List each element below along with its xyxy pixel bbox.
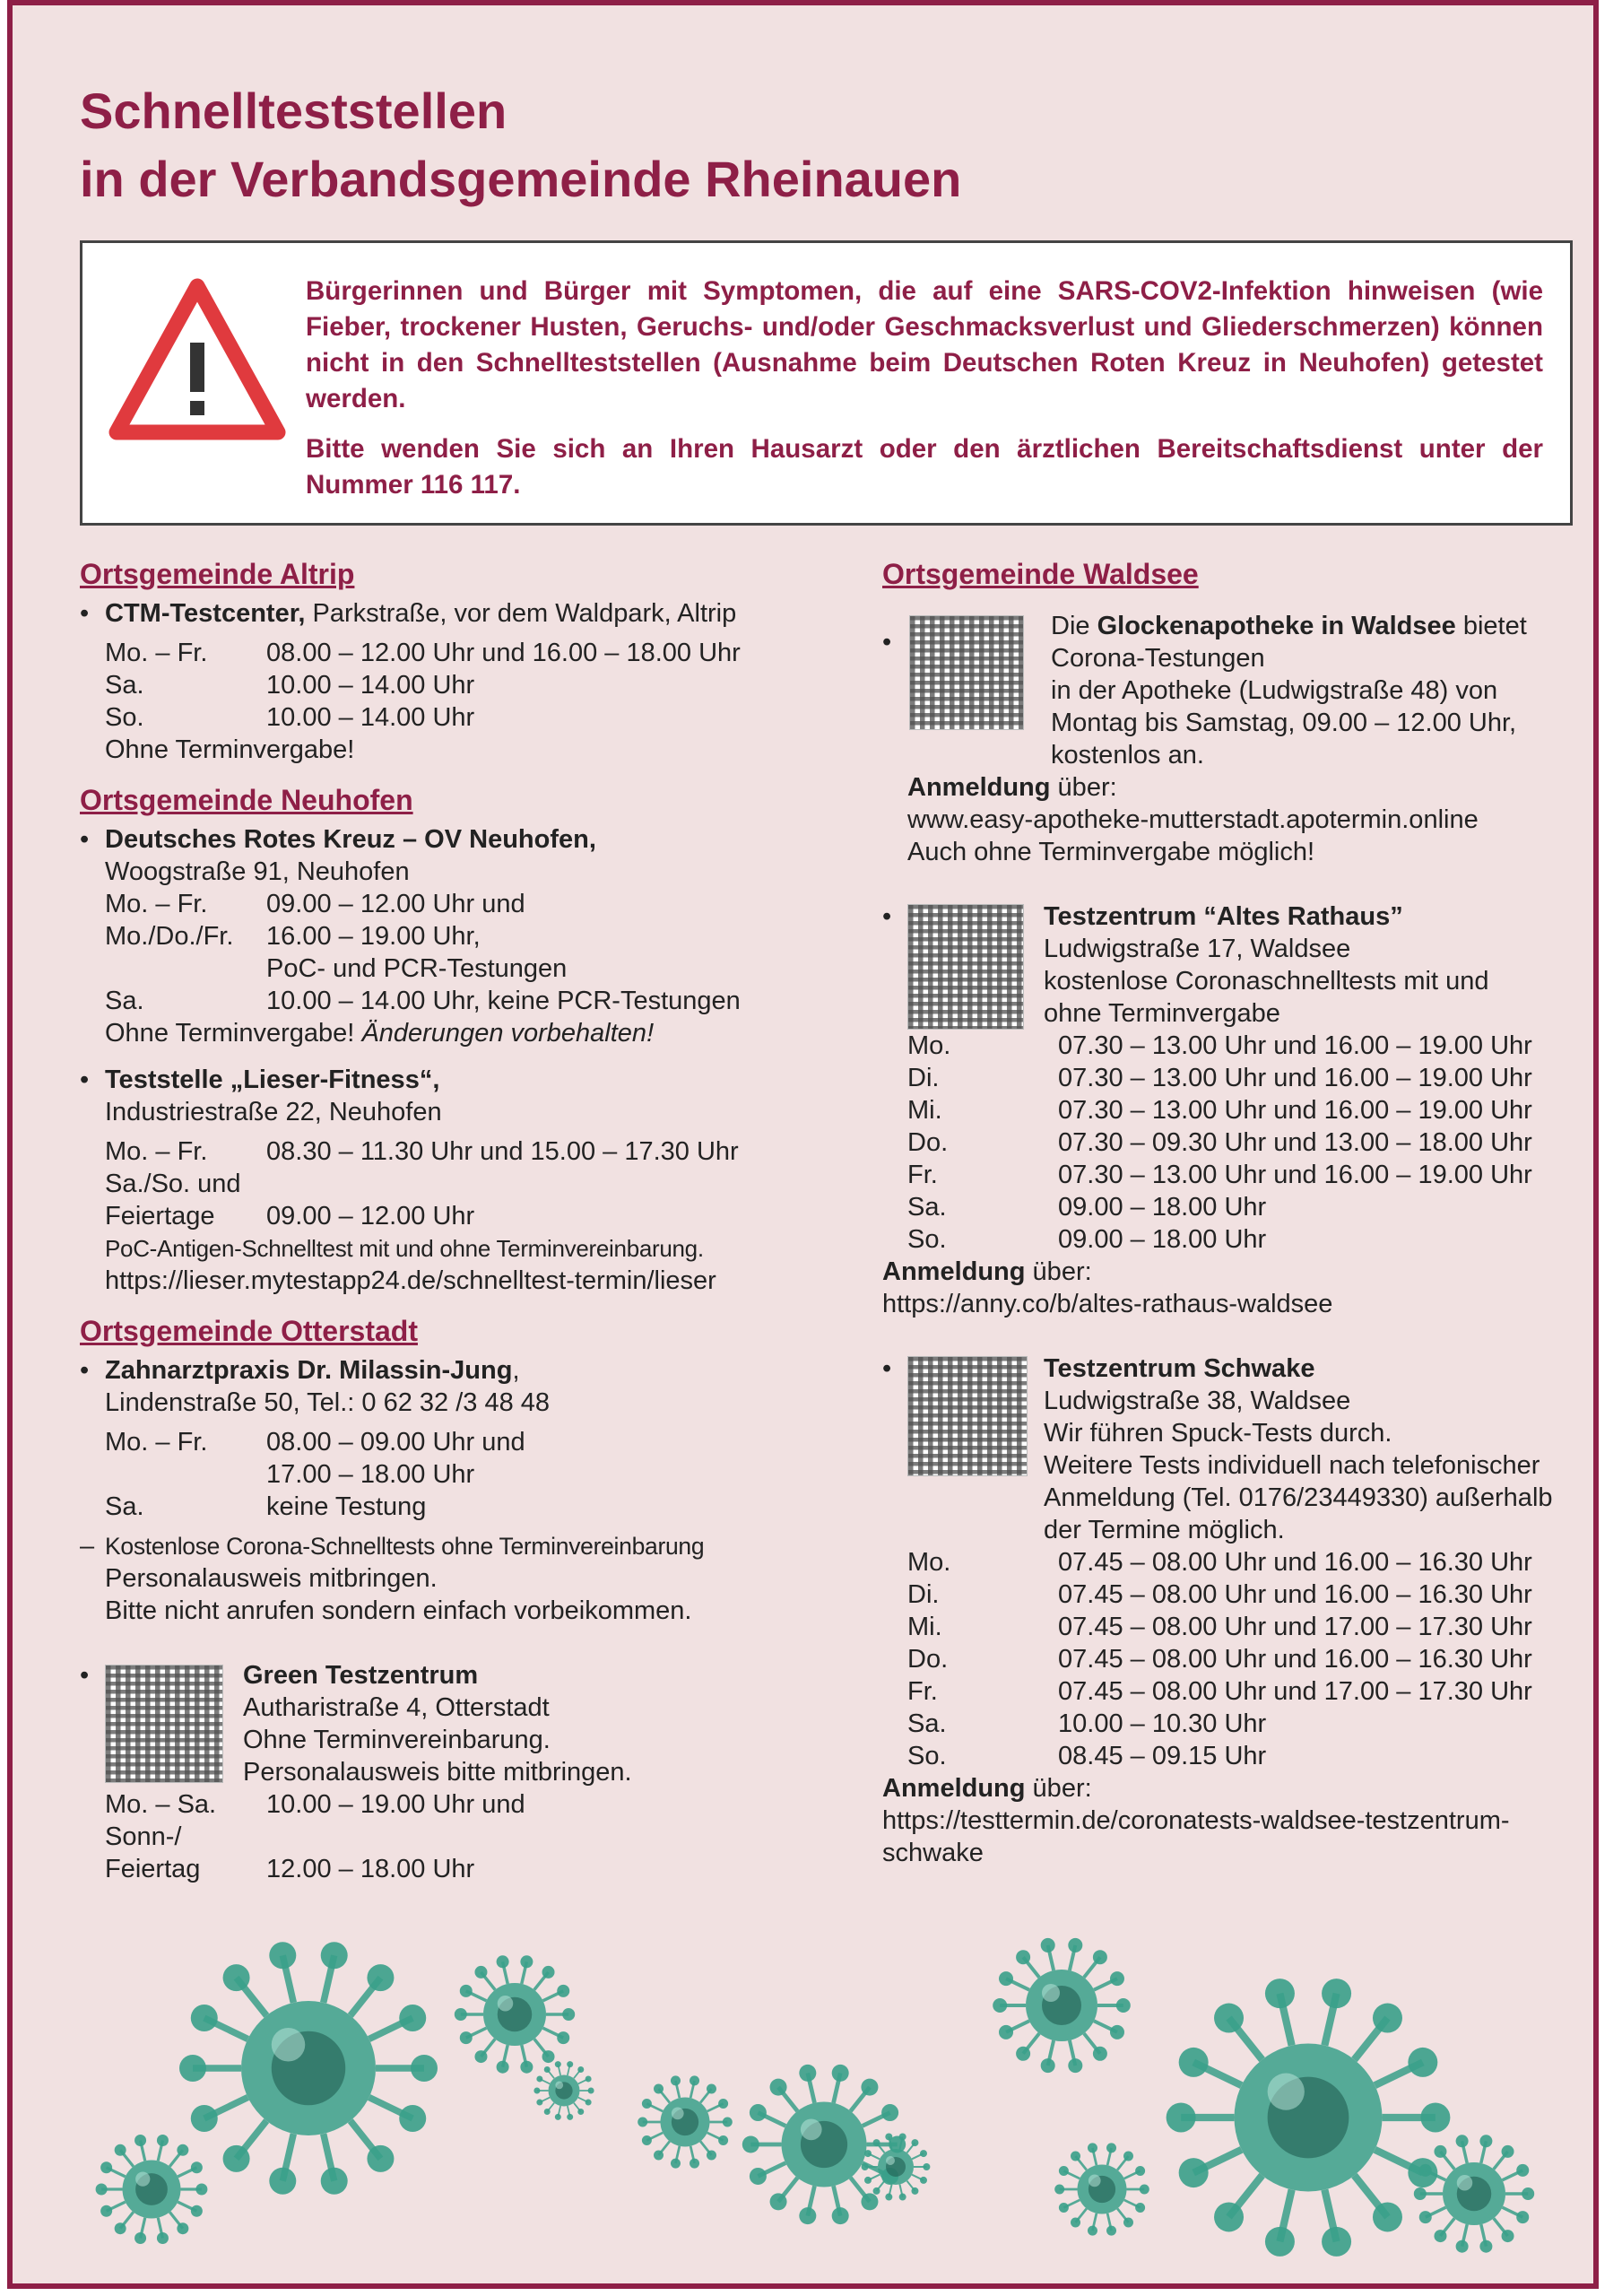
qr-code-icon (909, 615, 1024, 730)
virus-icon (93, 2131, 210, 2248)
neuhofen-lieser-entry: • Teststelle „Lieser-Fitness“, Industriestraße 22, Neuhofen Mo. – Fr. 08.30 – 11.30 Uhr und 15.00 – 17.30 Uhr Sa./So. und Feiertage 09.00 – 12.00 Uhr PoC-Antigen-Schnelltest mit und ohne Terminvereinbarung. https://lieser.mytestapp24.de/schnelltest-termin/lieser (80, 1064, 869, 1297)
bullet-icon: • (80, 1065, 90, 1094)
hours-row: Mo./Do./Fr. 16.00 – 19.00 Uhr, (105, 922, 481, 951)
warning-text (306, 274, 1543, 517)
hours-row: Do. 07.45 – 08.00 Uhr und 16.00 – 16.30 Uhr (907, 1645, 1532, 1674)
virus-icon (990, 1934, 1133, 2077)
hours-row: Mi. 07.45 – 08.00 Uhr und 17.00 – 17.30 Uhr (907, 1613, 1532, 1641)
hours-row: Sa. 10.00 – 14.00 Uhr (105, 671, 475, 700)
hours-row: Fr. 07.45 – 08.00 Uhr und 17.00 – 17.30 Uhr (907, 1677, 1532, 1706)
entry-name: Green Testzentrum (243, 1661, 479, 1690)
heading-altrip: Ortsgemeinde Altrip (80, 558, 355, 590)
entry-name: Deutsches Rotes Kreuz – OV Neuhofen, (105, 825, 596, 854)
entry-address: Parkstraße, vor dem Waldpark, Altrip (305, 599, 737, 628)
warning-box (80, 240, 1573, 526)
heading-otterstadt: Ortsgemeinde Otterstadt (80, 1315, 418, 1347)
bullet-icon: • (882, 628, 892, 657)
heading-neuhofen: Ortsgemeinde Neuhofen (80, 784, 413, 816)
booking-link[interactable]: www.easy-apotheke-mutterstadt.apotermin.online (907, 805, 1479, 834)
waldsee-schwake-entry: • Testzentrum Schwake Ludwigstraße 38, Waldsee Wir führen Spuck-Tests durch. Weitere Tests individuell nach telefonischer Anmeldung (Tel. 0176/23449330) außerhalb der Termine möglich. Mo. 07.45 – 08.00 Uhr und 16.00 – 16.30 Uhr Di. 07.45 – 08.00 Uhr und 16.00 – 16.30 Uhr Mi. 07.45 – 08.00 Uhr und 17.00 – 17.30 Uhr Do. 07.45 – 08.00 Uhr und 16.00 – 16.30 Uhr Fr. 07.45 – 08.00 Uhr und 17.00 – 17.30 Uhr Sa. 10.00 – 10.30 Uhr So. 08.45 – 09.15 Uhr (882, 1352, 1573, 1772)
qr-code-icon (105, 1665, 223, 1783)
booking-link[interactable]: https://lieser.mytestapp24.de/schnelltest-termin/lieser (105, 1266, 716, 1295)
entry-name: Testzentrum Schwake (1044, 1354, 1315, 1383)
warning-triangle-icon (108, 275, 287, 446)
virus-icon (860, 2131, 932, 2203)
hours-row: Sa. 09.00 – 18.00 Uhr (907, 1193, 1267, 1222)
heading-waldsee: Ortsgemeinde Waldsee (882, 558, 1199, 590)
entry-name: Zahnarztpraxis Dr. Milassin-Jung (105, 1356, 513, 1385)
hours-row: Di. 07.30 – 13.00 Uhr und 16.00 – 19.00 Uhr (907, 1064, 1532, 1092)
hours-row: Mo. 07.45 – 08.00 Uhr und 16.00 – 16.30 Uhr (907, 1548, 1532, 1577)
virus-icon (1053, 2140, 1151, 2239)
virus-icon (533, 2059, 595, 2122)
hours-row: So. 08.45 – 09.15 Uhr (907, 1742, 1267, 1770)
virus-icon (636, 2073, 734, 2171)
right-column: Ortsgemeinde Waldsee • Die Glockenapotheke in Waldsee bietet Corona-Testungen in der Apotheke (Ludwigstraße 48) von Montag bis Samstag, 09.00 – 12.00 Uhr, kostenlos an. Anmeldung über: www.easy-apotheke-mutterstadt.apotermin.online Auch ohne Terminvergabe möglich! • Testzentrum “Altes Rathaus” Ludwigstraße 17, Waldsee kostenlose Coronaschnelltests mit und ohne Terminvergabe Mo. 07.30 – 13.00 Uhr und 16.00 – 19.00 Uhr Di. 07.30 – 13.00 Uhr und 16.00 – 19.00 Uhr Mi. 07.30 – 13.00 Uhr und 16.00 – 19.00 Uhr Do. 07.30 – 09.30 Uhr und 13.00 – 18.00 Uhr Fr. 07.30 – 13.00 Uhr und 16.00 – 19.00 Uhr Sa. 09.00 – 18.00 Uhr So. 09.00 – 18.00 Uhr Anmeldung über: https://anny.co/b/altes-rathaus-waldsee • Testzentrum Schwake Ludwigstraße 38, Waldsee Wir führen Spuck-Tests durch. Weitere Tests individuell nach telefonischer Anmeldung (Tel. 0176/23449330) außerhalb der Termine möglich. Mo. 07.45 – 08.00 Uhr und 16.00 – 16.30 Uhr Di. 07.45 – 08.00 Uhr und 16.00 – 16.30 Uhr Mi. 07.45 – 08.00 Uhr und 17.00 – 17.30 Uhr Do. 07.45 – 08.00 Uhr und 16.00 – 16.30 Uhr Fr. 07.45 – 08.00 Uhr und 17.00 – 17.30 Uhr Sa. 10.00 – 10.30 Uhr So. 08.45 – 09.15 Uhr Anmeldung über: https://testtermin.de/coronatests-waldsee-testzentrum- schwake (882, 554, 1573, 1869)
warning-paragraph-2: Bitte wenden Sie sich an Ihren Hausarzt oder den ärztlichen Bereitschaftsdienst unter der Nummer 116 117. (306, 434, 1543, 500)
entry-name: Teststelle „Lieser-Fitness“, (105, 1065, 440, 1094)
qr-code-icon (907, 904, 1024, 1030)
dash-icon: – (80, 1532, 95, 1561)
page-title: Schnellteststellen in der Verbandsgemeinde Rheinauen (80, 83, 962, 207)
entry-note: Ohne Terminvergabe! (105, 735, 355, 764)
altrip-ctm-entry (80, 597, 869, 766)
hours-row: Sa. keine Testung (105, 1492, 427, 1521)
virus-icon (174, 1934, 443, 2203)
waldsee-rathaus-entry: • Testzentrum “Altes Rathaus” Ludwigstraße 17, Waldsee kostenlose Coronaschnelltests mit und ohne Terminvergabe Mo. 07.30 – 13.00 Uhr und 16.00 – 19.00 Uhr Di. 07.30 – 13.00 Uhr und 16.00 – 19.00 Uhr Mi. 07.30 – 13.00 Uhr und 16.00 – 19.00 Uhr Do. 07.30 – 09.30 Uhr und 13.00 – 18.00 Uhr Fr. 07.30 – 13.00 Uhr und 16.00 – 19.00 Uhr Sa. 09.00 – 18.00 Uhr So. 09.00 – 18.00 Uhr (882, 900, 1573, 1256)
warning-paragraph-1: Bürgerinnen und Bürger mit Symptomen, die auf eine SARS-COV2-Infektion hinweisen (wie Fieber, trockener Husten, Geruchs- und/oder Geschmacksverlust und Gliederschmerzen) können nicht in den Schnellteststellen (Ausnahme beim Deutschen Roten Kreuz in Neuhofen) getestet werden. (306, 276, 1543, 413)
hours-row: Mo. – Fr. 08.00 – 09.00 Uhr und (105, 1428, 525, 1457)
hours-row: Feiertage 09.00 – 12.00 Uhr (105, 1202, 475, 1231)
hours-row: So. 09.00 – 18.00 Uhr (907, 1225, 1267, 1254)
entry-name: CTM-Testcenter, (105, 599, 306, 628)
entry-address: Industriestraße 22, Neuhofen (105, 1098, 442, 1126)
hours-row: Sa. 10.00 – 10.30 Uhr (907, 1709, 1267, 1738)
hours-row: Feiertag 12.00 – 18.00 Uhr (105, 1855, 475, 1883)
hours-row: Mo. – Fr. 09.00 – 12.00 Uhr und (105, 890, 525, 918)
entry-address: Ludwigstraße 17, Waldsee (1044, 935, 1351, 963)
flyer-page (7, 0, 1599, 2289)
hours-row: Mo. 07.30 – 13.00 Uhr und 16.00 – 19.00 Uhr (907, 1031, 1532, 1060)
hours-row: Mo. – Sa. 10.00 – 19.00 Uhr und (105, 1790, 525, 1819)
hours-row: Di. 07.45 – 08.00 Uhr und 16.00 – 16.30 Uhr (907, 1580, 1532, 1609)
hours-row: Mo. – Fr. 08.00 – 12.00 Uhr und 16.00 – 18.00 Uhr (105, 639, 741, 667)
bullet-icon: • (80, 599, 90, 628)
entry-name: Testzentrum “Altes Rathaus” (1044, 902, 1403, 931)
booking-link[interactable]: https://testtermin.de/coronatests-waldsee-testzentrum- schwake (882, 1806, 1510, 1867)
otterstadt-note-entry: – Kostenlose Corona-Schnelltests ohne Terminvereinbarung Personalausweis mitbringen. Bitte nicht anrufen sondern einfach vorbeikommen. (80, 1532, 705, 1625)
entry-address: Lindenstraße 50, Tel.: 0 62 32 /3 48 48 (105, 1388, 551, 1417)
otterstadt-green-entry: • Green Testzentrum Autharistraße 4, Otterstadt Ohne Terminvereinbarung. Personalausweis bitte mitbringen. Mo. – Sa. 10.00 – 19.00 Uhr und Sonn-/ Feiertag 12.00 – 18.00 Uhr (80, 1659, 869, 1885)
booking-link[interactable]: https://anny.co/b/altes-rathaus-waldsee (882, 1290, 1333, 1318)
entry-note: Ohne Terminvergabe! Änderungen vorbehalten! (105, 1019, 655, 1048)
entry-name: Glockenapotheke in Waldsee (1097, 612, 1456, 640)
hours-row: Mo. – Fr. 08.30 – 11.30 Uhr und 15.00 – 17.30 Uhr (105, 1137, 739, 1166)
qr-code-icon (907, 1356, 1028, 1476)
hours-row: Mi. 07.30 – 13.00 Uhr und 16.00 – 19.00 Uhr (907, 1096, 1532, 1125)
otterstadt-zahnarzt-entry: • Zahnarztpraxis Dr. Milassin-Jung, Lindenstraße 50, Tel.: 0 62 32 /3 48 48 Mo. – Fr. 08.00 – 09.00 Uhr und 17.00 – 18.00 Uhr Sa. keine Testung (80, 1354, 869, 1523)
waldsee-glocken-entry: • Die Glockenapotheke in Waldsee bietet Corona-Testungen in der Apotheke (Ludwigstraße 48) von Montag bis Samstag, 09.00 – 12.00 Uhr, kostenlos an. Anmeldung über: www.easy-apotheke-mutterstadt.apotermin.online Auch ohne Terminvergabe möglich! (882, 610, 1573, 868)
bullet-icon: • (80, 825, 90, 854)
neuhofen-drk-entry: • Deutsches Rotes Kreuz – OV Neuhofen, Woogstraße 91, Neuhofen Mo. – Fr. 09.00 – 12.00 Uhr und Mo./Do./Fr. 16.00 – 19.00 Uhr, PoC- und PCR-Testungen Sa. 10.00 – 14.00 Uhr, keine PCR-Testungen Ohne Terminvergabe! Änderungen vorbehalten! (80, 823, 869, 1049)
hours-row: Fr. 07.30 – 13.00 Uhr und 16.00 – 19.00 Uhr (907, 1161, 1532, 1189)
hours-row: Do. 07.30 – 09.30 Uhr und 13.00 – 18.00 Uhr (907, 1128, 1532, 1157)
entry-address: Woogstraße 91, Neuhofen (105, 857, 410, 886)
hours-row: Sa. 10.00 – 14.00 Uhr, keine PCR-Testungen (105, 987, 741, 1015)
virus-icon (452, 1952, 577, 2077)
bullet-icon: • (80, 1661, 90, 1690)
hours-row: So. 10.00 – 14.00 Uhr (105, 703, 475, 732)
entry-note: Auch ohne Terminvergabe möglich! (907, 838, 1315, 866)
bullet-icon: • (882, 1354, 892, 1383)
bullet-icon: • (882, 902, 892, 931)
entry-note: PoC-Antigen-Schnelltest mit und ohne Terminvereinbarung. (105, 1235, 704, 1262)
bullet-icon: • (80, 1356, 90, 1385)
virus-icon (1411, 2131, 1537, 2257)
entry-address: Autharistraße 4, Otterstadt (243, 1693, 550, 1722)
left-column (80, 554, 869, 1885)
entry-address: Ludwigstraße 38, Waldsee (1044, 1387, 1351, 1415)
